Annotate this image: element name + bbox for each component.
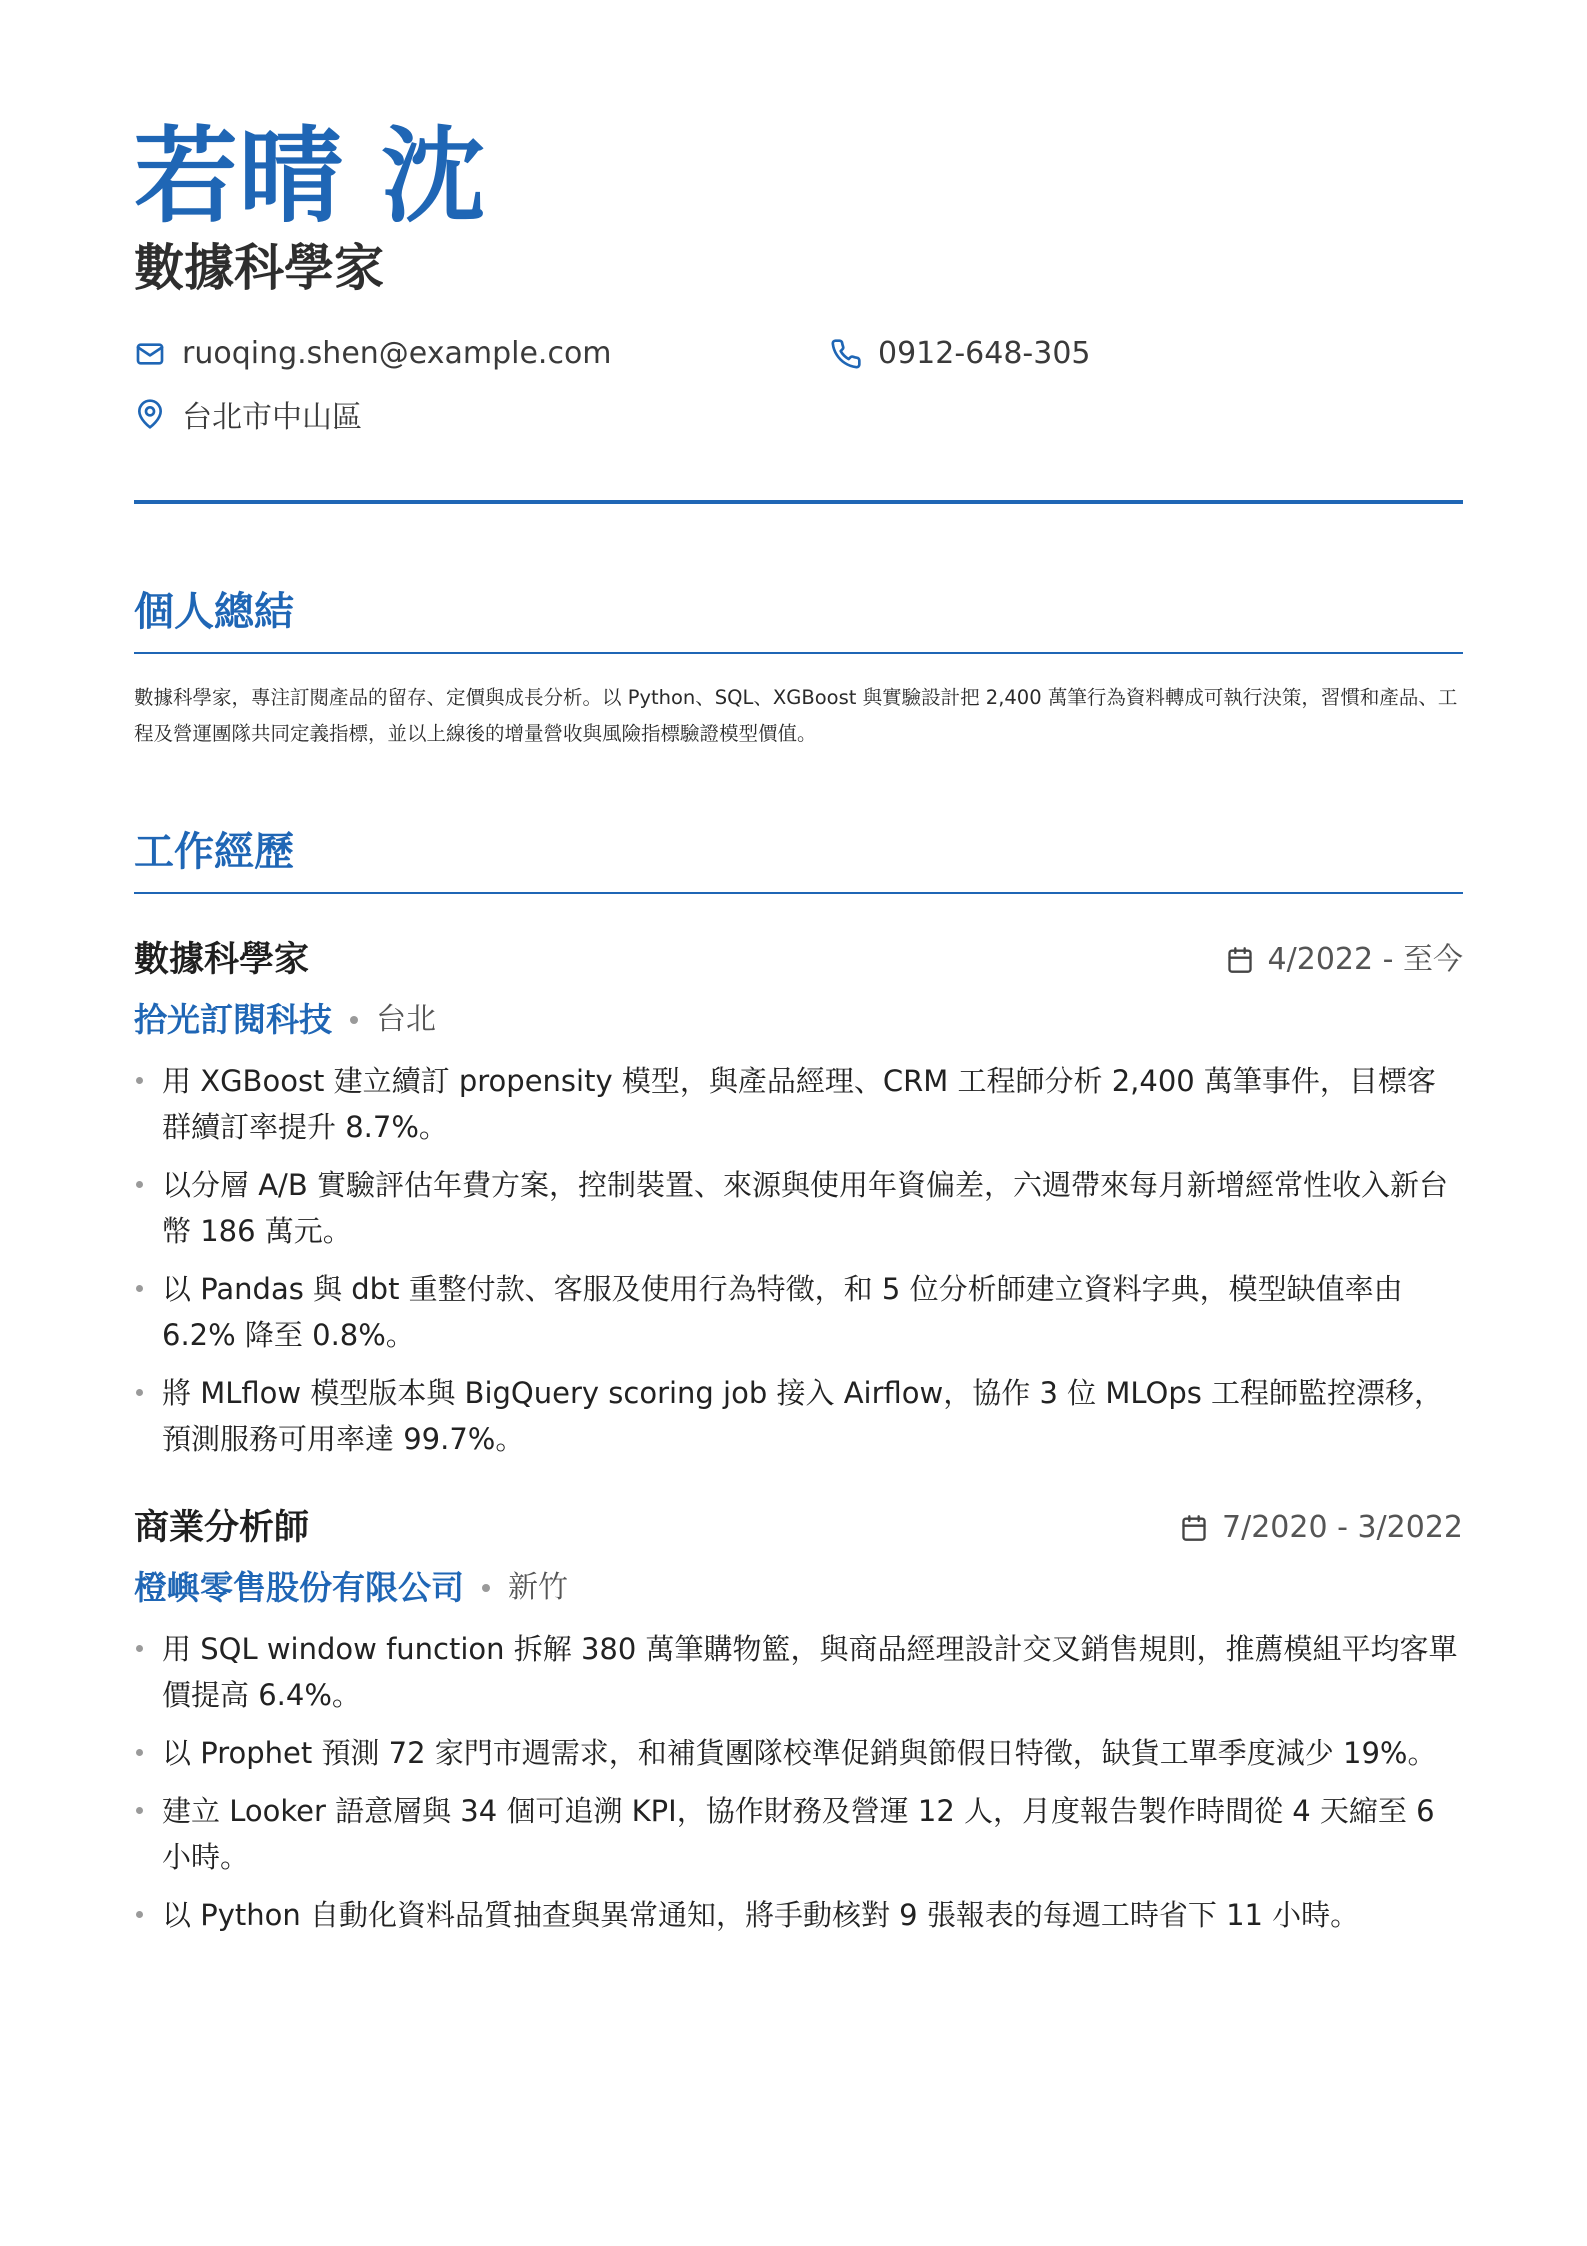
contact-email[interactable] xyxy=(134,336,612,371)
job-bullets xyxy=(134,1626,1463,1938)
job-role: 商業分析師 xyxy=(134,1508,310,1549)
bullet-item xyxy=(134,1788,1463,1880)
bullet-text: 以分層 A/B 實驗評估年費方案，控制裝置、來源與使用年資偏差，六週帶來每月新增經常性收入新台幣 186 萬元。 xyxy=(162,1168,1448,1249)
bullet-text: 用 SQL window function 拆解 380 萬筆購物籃，與商品經理設計交叉銷售規則，推薦模組平均客單價提高 6.4%。 xyxy=(162,1632,1458,1713)
job-location: 新竹 xyxy=(508,1570,568,1606)
job-bullets xyxy=(134,1058,1463,1462)
bullet-item xyxy=(134,1266,1463,1358)
bullet-item xyxy=(134,1626,1463,1718)
bullet-dot xyxy=(136,1285,143,1292)
job-date-text: 4/2022 - 至今 xyxy=(1267,942,1463,978)
phone-text: 0912-648-305 xyxy=(878,336,1091,372)
job-entry xyxy=(134,936,1463,1462)
summary-heading: 個人總結 xyxy=(134,588,1463,654)
bullet-text: 以 Python 自動化資料品質抽查與異常通知，將手動核對 9 張報表的每週工時省下 11 小時。 xyxy=(162,1898,1360,1933)
job-role: 數據科學家 xyxy=(134,940,310,981)
experience-section xyxy=(134,828,1463,1938)
bullet-item xyxy=(134,1892,1463,1938)
header-divider xyxy=(134,500,1463,504)
bullet-dot xyxy=(136,1181,143,1188)
job-entry xyxy=(134,1504,1463,1938)
contact-location xyxy=(134,392,362,436)
email-text: ruoqing.shen@example.com xyxy=(182,336,612,372)
job-date xyxy=(1180,1504,1463,1552)
map-pin-icon xyxy=(134,398,166,430)
mail-icon xyxy=(134,338,166,370)
bullet-text: 建立 Looker 語意層與 34 個可追溯 KPI，協作財務及營運 12 人，月度報告製作時間從 4 天縮至 6 小時。 xyxy=(162,1794,1435,1875)
bullet-dot xyxy=(136,1389,143,1396)
bullet-item xyxy=(134,1370,1463,1462)
summary-section xyxy=(134,588,1463,752)
experience-heading: 工作經歷 xyxy=(134,828,1463,894)
company-name: 拾光訂閱科技 xyxy=(134,1000,332,1040)
calendar-icon xyxy=(1226,946,1254,974)
company-line xyxy=(134,996,1463,1044)
bullet-dot xyxy=(136,1749,143,1756)
company-name: 橙嶼零售股份有限公司 xyxy=(134,1568,464,1608)
job-header xyxy=(134,936,1463,984)
phone-icon xyxy=(830,338,862,370)
candidate-name: 若晴 沈 xyxy=(134,115,487,237)
bullet-text: 以 Pandas 與 dbt 重整付款、客服及使用行為特徵，和 5 位分析師建立資料字典，模型缺值率由 6.2% 降至 0.8%。 xyxy=(162,1272,1403,1353)
bullet-item xyxy=(134,1162,1463,1254)
bullet-dot xyxy=(136,1645,143,1652)
contact-phone[interactable] xyxy=(830,336,1091,371)
job-location: 台北 xyxy=(376,1002,436,1038)
separator-dot xyxy=(350,1016,358,1024)
bullet-item xyxy=(134,1730,1463,1776)
job-date xyxy=(1226,936,1463,984)
candidate-title: 數據科學家 xyxy=(134,239,384,298)
bullet-item xyxy=(134,1058,1463,1150)
location-text: 台北市中山區 xyxy=(182,400,362,436)
calendar-icon xyxy=(1180,1514,1208,1542)
job-header xyxy=(134,1504,1463,1552)
bullet-dot xyxy=(136,1807,143,1814)
summary-text: 數據科學家，專注訂閱產品的留存、定價與成長分析。以 Python、SQL、XGBoost 與實驗設計把 2,400 萬筆行為資料轉成可執行決策，習慣和產品、工程及營運團隊共同定義指標，並以上線後的增量營收與風險指標驗證模型價值。 xyxy=(134,686,1458,746)
job-date-text: 7/2020 - 3/2022 xyxy=(1222,1510,1463,1546)
separator-dot xyxy=(482,1584,490,1592)
bullet-dot xyxy=(136,1911,143,1918)
bullet-text: 用 XGBoost 建立續訂 propensity 模型，與產品經理、CRM 工程師分析 2,400 萬筆事件，目標客群續訂率提升 8.7%。 xyxy=(162,1064,1436,1145)
contact-info xyxy=(134,336,1463,456)
bullet-text: 將 MLflow 模型版本與 BigQuery scoring job 接入 Airflow，協作 3 位 MLOps 工程師監控漂移，預測服務可用率達 99.7%。 xyxy=(162,1376,1444,1457)
bullet-dot xyxy=(136,1077,143,1084)
company-line xyxy=(134,1564,1463,1612)
bullet-text: 以 Prophet 預測 72 家門市週需求，和補貨團隊校準促銷與節假日特徵，缺貨工單季度減少 19%。 xyxy=(162,1736,1437,1771)
